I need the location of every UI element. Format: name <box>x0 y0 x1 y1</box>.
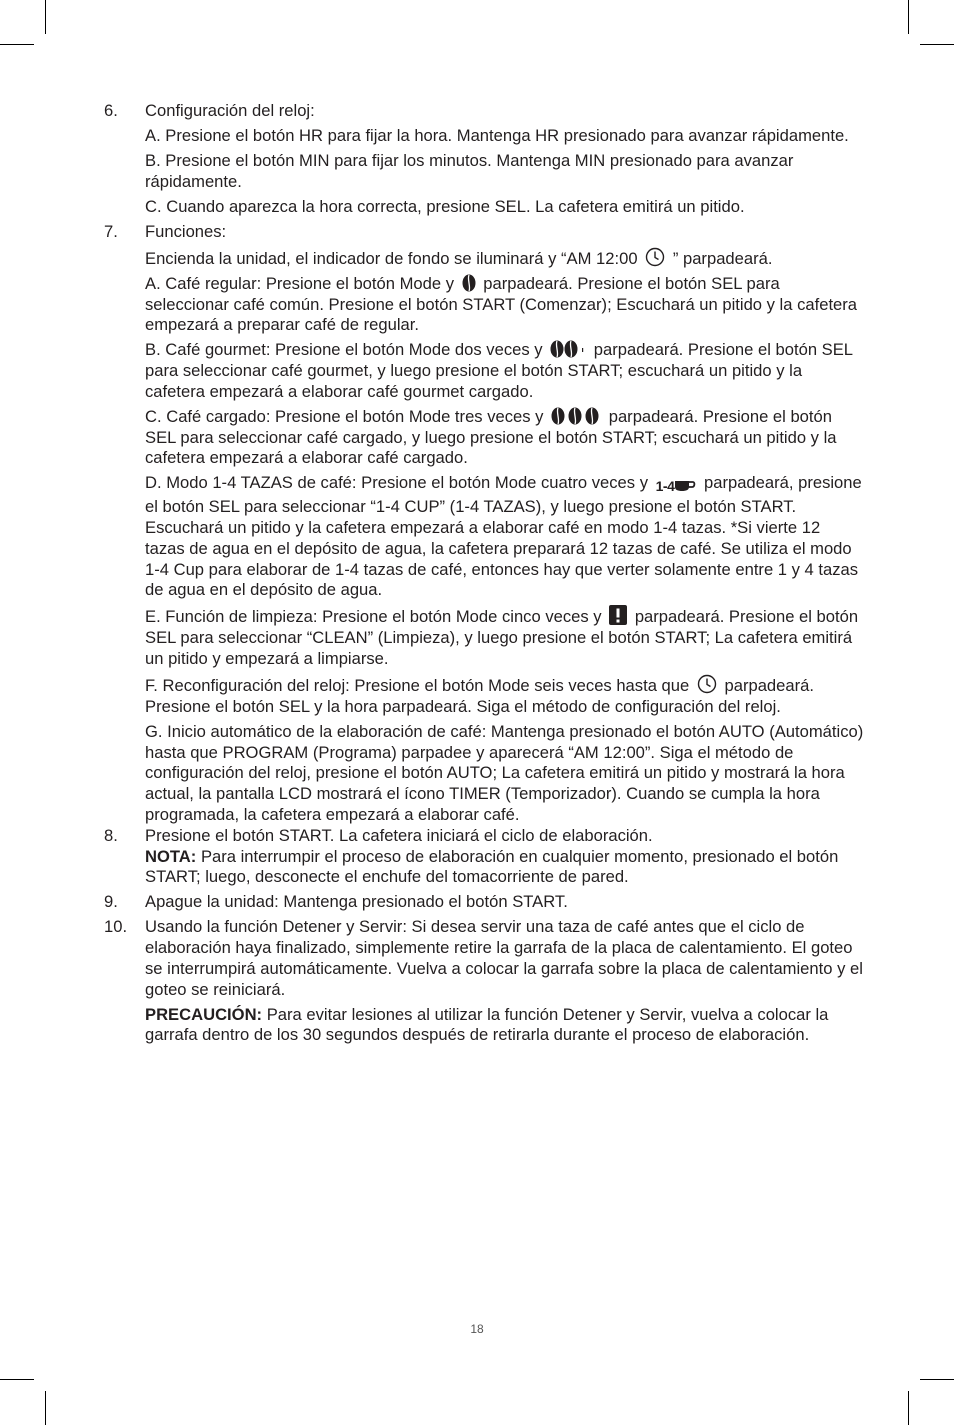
step-number: 8. <box>104 825 118 845</box>
crop-mark <box>908 1391 909 1425</box>
text: parpadeará. Presione el botón SEL para seleccionar “CLEAN” (Limpieza), y luego presione el botón START; La cafetera emitirá un pitido y empezará a limpiarse. <box>145 607 859 668</box>
step-paragraph: Usando la función Detener y Servir: Si desea servir una taza de café antes que el ciclo de elaboración haya finalizado, simplemente retire la garrafa de la placa de calentamiento. El goteo se interrumpirá automáticamente. Vuelva a colocar la garrafa sobre la placa de calentamiento y el goteo se reiniciará. <box>145 917 863 999</box>
step-7 <box>104 222 864 826</box>
text: E. Función de limpieza: Presione el botón Mode cinco veces y <box>145 607 602 627</box>
step-title: Configuración del reloj: <box>145 101 315 120</box>
step-paragraph: Apague la unidad: Mantenga presionado el botón START. <box>145 892 568 912</box>
step-paragraph <box>145 605 864 669</box>
text: B. Café gourmet: Presione el botón Mode dos veces y <box>145 340 543 360</box>
icon-label: 1-4 <box>655 478 675 495</box>
page-number: 18 <box>470 1322 484 1336</box>
text: D. Modo 1-4 TAZAS de café: Presione el botón Mode cuatro veces y <box>145 473 648 493</box>
crop-mark <box>920 1379 954 1380</box>
step-paragraph <box>145 407 864 469</box>
step-paragraph <box>145 340 864 402</box>
step-paragraph <box>145 247 864 270</box>
text: F. Reconfiguración del reloj: Presione el botón Mode seis veces hasta que <box>145 675 690 695</box>
note <box>145 847 864 889</box>
step-paragraph: G. Inicio automático de la elaboración de café: Mantenga presionado el botón AUTO (Automático) hasta que PROGRAM (Programa) parpadee y aparecerá “AM 12:00”. Siga el método de configuración del reloj, presione el botón AUTO; La cafetera emitirá un pitido y mostrará la hora actual, la pantalla LCD mostrará el ícono TIMER (Temporizador). Cuando se cumpla la hora programada, la cafetera empezará a elaborar café. <box>145 721 864 824</box>
crop-mark <box>0 44 34 45</box>
one-to-four-cup-icon <box>656 476 697 497</box>
step-number: 7. <box>104 221 118 241</box>
note-label: NOTA: <box>145 846 197 866</box>
crop-mark <box>920 44 954 45</box>
text: parpadeará, presione el botón SEL para seleccionar “1-4 CUP” (1-4 TAZAS), y luego presione el botón START. Escuchará un pitido y la cafetera empezará a elaborar café en modo 1-4 tazas. *Si vierte 12 tazas de agua en el depósito de agua, la cafetera preparará 12 tazas de café. Se utiliza el modo 1-4 Cup para elaborar de 1-4 tazas de café, entonces hay que verter solamente entre 1 y 4 tazas de agua en el depósito de agua. <box>145 473 862 600</box>
clock-icon <box>697 674 717 694</box>
step-number: 6. <box>104 101 118 120</box>
step-paragraph: C. Cuando aparezca la hora correcta, presione SEL. La cafetera emitirá un pitido. <box>145 196 745 216</box>
cup-icon <box>674 478 696 492</box>
two-coffee-beans-icon <box>550 340 586 358</box>
crop-mark <box>45 0 46 34</box>
three-coffee-beans-icon <box>551 407 601 425</box>
step-paragraph: A. Presione el botón HR para fijar la hora. Mantenga HR presionado para avanzar rápidamente. <box>145 125 849 145</box>
clean-alert-icon <box>609 605 627 625</box>
step-paragraph <box>145 674 864 718</box>
step-paragraph: Presione el botón START. La cafetera iniciará el ciclo de elaboración. <box>145 825 653 845</box>
step-8 <box>104 826 864 893</box>
step-paragraph <box>145 473 864 601</box>
crop-mark <box>0 1379 34 1380</box>
text: parpadeará. Presione el botón SEL para seleccionar café gourmet, y luego presione el botón START; escuchará un pitido y la cafetera empezará a elaborar café gourmet cargado. <box>145 340 853 401</box>
text: Encienda la unidad, el indicador de fondo se iluminará y “AM 12:00 <box>145 248 638 268</box>
text: parpadeará. Presione el botón SEL para seleccionar café cargado, y luego presione el botón START; escuchará un pitido y la cafetera empezará a elaborar café cargado. <box>145 406 837 468</box>
text: C. Café cargado: Presione el botón Mode tres veces y <box>145 406 544 426</box>
note-text: Para interrumpir el proceso de elaboración en cualquier momento, presionado el botón START; luego, desconecte el enchufe del tomacorriente de pared. <box>145 846 839 887</box>
step-paragraph <box>145 274 864 336</box>
text: A. Café regular: Presione el botón Mode y <box>145 273 455 293</box>
text: parpadeará. Presione el botón SEL para seleccionar café común. Presione el botón START (Comenzar); Escuchará un pitido y la cafetera empezará a preparar café de regular. <box>145 273 858 335</box>
text: ” parpadeará. <box>672 248 773 268</box>
caution-label: PRECAUCIÓN: <box>145 1004 263 1024</box>
step-number: 10. <box>104 917 128 937</box>
step-title: Funciones: <box>145 221 227 241</box>
step-paragraph: B. Presione el botón MIN para fijar los minutos. Mantenga MIN presionado para avanzar rápidamente. <box>145 150 794 191</box>
caution <box>145 1005 864 1047</box>
clock-icon <box>645 247 665 267</box>
caution-text: Para evitar lesiones al utilizar la función Detener y Servir, vuelva a colocar la garrafa dentro de los 30 segundos después de retirarla durante el proceso de elaboración. <box>145 1004 829 1045</box>
text: parpadeará. Presione el botón SEL y la hora parpadeará. Siga el método de configuración del reloj. <box>145 675 814 716</box>
instructions <box>104 101 864 1050</box>
step-6 <box>104 101 864 222</box>
step-9 <box>104 892 864 917</box>
crop-mark <box>908 0 909 34</box>
crop-mark <box>45 1391 46 1425</box>
step-number: 9. <box>104 892 118 912</box>
coffee-bean-icon <box>462 274 476 292</box>
step-10 <box>104 917 864 1050</box>
